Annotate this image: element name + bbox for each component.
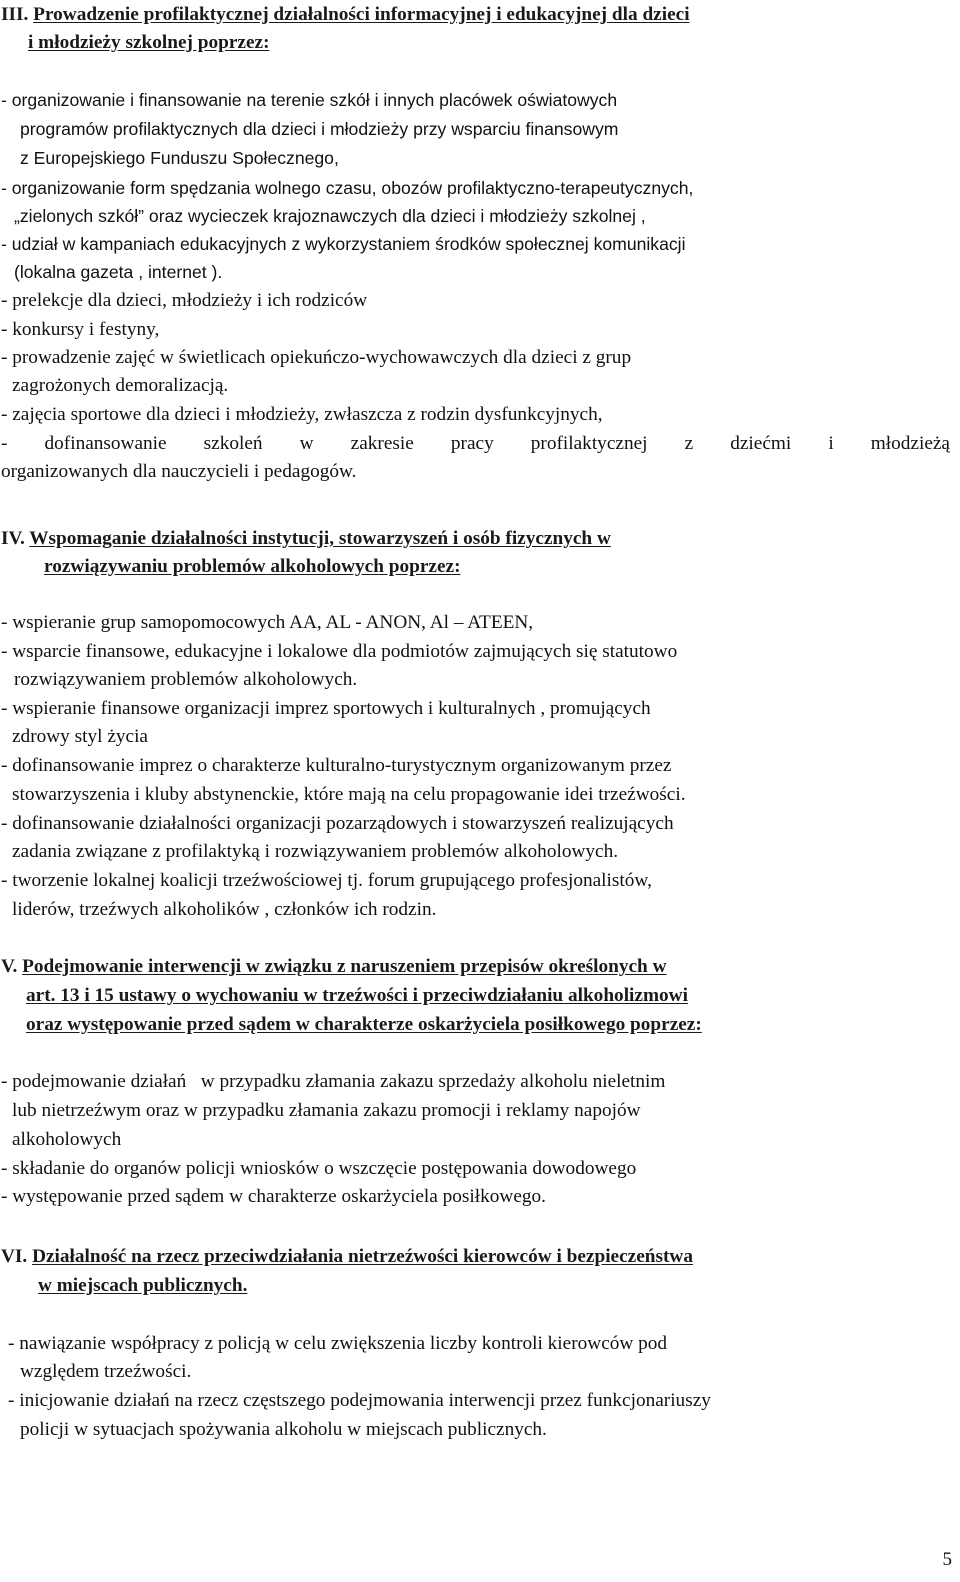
section-iv-line: rozwiązywaniem problemów alkoholowych. (14, 669, 358, 690)
section-iii-line: - dofinansowanie szkoleń w zakresie pracy profilaktycznej z dziećmi i młodzieżą (1, 433, 950, 454)
section-iii-line: „zielonych szkół” oraz wycieczek krajoznawczych dla dzieci i młodzieży szkolnej , (14, 206, 646, 226)
section-iii-line: - udział w kampaniach edukacyjnych z wykorzystaniem środków społecznej komunikacji (1, 234, 686, 254)
section-iv-line: zdrowy styl życia (12, 726, 148, 747)
section-iii-line: (lokalna gazeta , internet ). (14, 262, 223, 282)
section-iii-title-line-2: i młodzieży szkolnej poprzez: (28, 32, 270, 53)
section-vi-title-line-1 (1, 1245, 693, 1269)
section-iv-line: - tworzenie lokalnej koalicji trzeźwościowej tj. forum grupującego profesjonalistów, (1, 870, 652, 891)
section-iv-line: liderów, trzeźwych alkoholików , członków ich rodzin. (12, 899, 437, 920)
section-v-line: lub nietrzeźwym oraz w przypadku złamania zakazu promocji i reklamy napojów (12, 1100, 641, 1121)
section-v-title-line-1 (1, 955, 667, 979)
section-vi-line: - nawiązanie współpracy z policją w celu zwiększenia liczby kontroli kierowców pod (8, 1333, 668, 1354)
section-iv-line: - dofinansowanie imprez o charakterze kulturalno-turystycznym organizowanym przez (1, 755, 672, 776)
section-iv-line: stowarzyszenia i kluby abstynenckie, które mają na celu propagowanie idei trzeźwości. (12, 784, 686, 805)
section-v-title-line-2: art. 13 i 15 ustawy o wychowaniu w trzeźwości i przeciwdziałaniu alkoholizmowi (26, 985, 688, 1006)
section-v-title-line-3: oraz występowanie przed sądem w charakterze oskarżyciela posiłkowego poprzez: (26, 1014, 702, 1035)
section-vi-line: policji w sytuacjach spożywania alkoholu w miejscach publicznych. (20, 1419, 547, 1440)
section-iv-line: - wsparcie finansowe, edukacyjne i lokalowe dla podmiotów zajmujących się statutowo (1, 641, 678, 662)
section-v-title-text-1: Podejmowanie interwencji w związku z naruszeniem przepisów określonych w (22, 956, 667, 977)
section-vi-title-text-1: Działalność na rzecz przeciwdziałania nietrzeźwości kierowców i bezpieczeństwa (32, 1246, 693, 1267)
section-iv-line: - wspieranie grup samopomocowych AA, AL - ANON, Al – ATEEN, (1, 612, 534, 633)
section-iii-line: - organizowanie form spędzania wolnego czasu, obozów profilaktyczno-terapeutycznych, (1, 178, 694, 198)
section-vi-number: VI. (1, 1246, 28, 1267)
section-vi-title-line-2: w miejscach publicznych. (38, 1275, 248, 1296)
section-iv-line: - wspieranie finansowe organizacji imprez sportowych i kulturalnych , promujących (1, 698, 651, 719)
section-iii-line: programów profilaktycznych dla dzieci i młodzieży przy wsparciu finansowym (20, 119, 619, 139)
page-number: 5 (942, 1549, 952, 1570)
section-iii-line: - organizowanie i finansowanie na terenie szkół i innych placówek oświatowych (1, 90, 618, 110)
section-iii-title-text-1: Prowadzenie profilaktycznej działalności informacyjnej i edukacyjnej dla dzieci (33, 4, 690, 25)
section-iii-line: - zajęcia sportowe dla dzieci i młodzieży, zwłaszcza z rodzin dysfunkcyjnych, (1, 404, 603, 425)
section-v-number: V. (1, 956, 18, 977)
section-vi-line: względem trzeźwości. (20, 1361, 192, 1382)
section-iii-line: - konkursy i festyny, (1, 319, 160, 340)
section-iii-line: zagrożonych demoralizacją. (12, 375, 229, 396)
section-iii-line: - prowadzenie zajęć w świetlicach opiekuńczo-wychowawczych dla dzieci z grup (1, 347, 632, 368)
section-iii-line: z Europejskiego Funduszu Społecznego, (20, 148, 339, 168)
section-vi-line: - inicjowanie działań na rzecz częstszego podejmowania interwencji przez funkcjonariuszy (8, 1390, 711, 1411)
section-v-line: - podejmowanie działań w przypadku złamania zakazu sprzedaży alkoholu nieletnim (1, 1071, 666, 1092)
section-v-line: - składanie do organów policji wniosków o wszczęcie postępowania dowodowego (1, 1158, 637, 1179)
section-v-line: - występowanie przed sądem w charakterze oskarżyciela posiłkowego. (1, 1186, 547, 1207)
section-iv-title-line-1 (1, 527, 611, 551)
section-iv-title-line-2: rozwiązywaniu problemów alkoholowych poprzez: (44, 556, 461, 577)
section-iii-line: organizowanych dla nauczycieli i pedagogów. (1, 461, 357, 482)
section-iii-title-line-1 (1, 3, 690, 27)
section-iv-line: zadania związane z profilaktyką i rozwiązywaniem problemów alkoholowych. (12, 841, 619, 862)
section-iv-number: IV. (1, 528, 25, 549)
section-iii-line: - prelekcje dla dzieci, młodzieży i ich rodziców (1, 290, 368, 311)
section-iv-line: - dofinansowanie działalności organizacji pozarządowych i stowarzyszeń realizujących (1, 813, 674, 834)
section-v-line: alkoholowych (12, 1129, 122, 1150)
section-iii-number: III. (1, 4, 29, 25)
section-iv-title-text-1: Wspomaganie działalności instytucji, stowarzyszeń i osób fizycznych w (29, 528, 611, 549)
